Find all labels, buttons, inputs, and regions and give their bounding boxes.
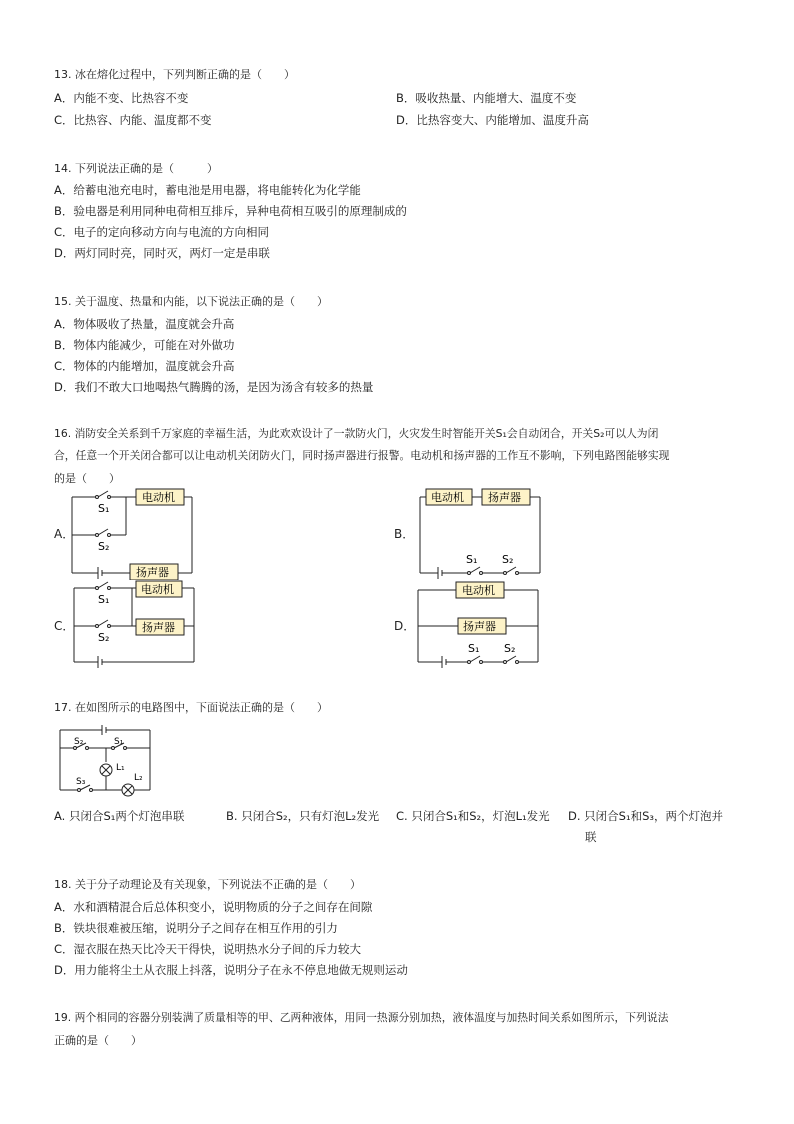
q16-b-s1-label: S₁ bbox=[466, 553, 478, 566]
q14-option-b[interactable]: B．验电器是利用同种电荷相互排斥，异种电荷相互吸引的原理制成的 bbox=[54, 204, 407, 218]
q16-c-motor-label: 电动机 bbox=[141, 583, 174, 596]
q16-d-s1-label: S₁ bbox=[468, 642, 480, 655]
q16-a-motor-label: 电动机 bbox=[142, 491, 175, 504]
q18-option-a[interactable]: A．水和酒精混合后总体积变小，说明物质的分子之间存在间隙 bbox=[54, 900, 373, 914]
q16-option-c-label[interactable]: C． bbox=[54, 619, 75, 633]
q18-option-b[interactable]: B．铁块很难被压缩，说明分子之间存在相互作用的引力 bbox=[54, 921, 338, 935]
q13-option-b[interactable]: B．吸收热量、内能增大、温度不变 bbox=[396, 91, 577, 105]
q15-stem: 15. 关于温度、热量和内能，以下说法正确的是（ ） bbox=[54, 295, 328, 308]
q17-option-d-continued: 联 bbox=[585, 830, 597, 844]
q13-stem: 13. 冰在熔化过程中，下列判断正确的是（ ） bbox=[54, 68, 295, 81]
q14-option-c[interactable]: C．电子的定向移动方向与电流的方向相同 bbox=[54, 225, 270, 239]
q16-d-speaker-label: 扬声器 bbox=[463, 620, 496, 633]
q16-circuit-a[interactable] bbox=[66, 485, 198, 580]
q17-option-d[interactable]: D. 只闭合S₁和S₃，两个灯泡并 bbox=[568, 809, 723, 823]
q16-option-d-label[interactable]: D． bbox=[394, 619, 416, 633]
question-18 bbox=[54, 876, 744, 986]
q18-option-d[interactable]: D．用力能将尘土从衣服上抖落，说明分子在永不停息地做无规则运动 bbox=[54, 963, 408, 977]
q16-d-s2-label: S₂ bbox=[504, 642, 516, 655]
q16-c-s2-label: S₂ bbox=[98, 631, 110, 644]
q19-stem-line-2: 正确的是（ ） bbox=[54, 1034, 142, 1047]
q16-b-speaker-label: 扬声器 bbox=[488, 491, 521, 504]
q16-a-s2-label: S₂ bbox=[98, 540, 110, 553]
q17-circuit-s2-label: S₂ bbox=[74, 737, 84, 747]
q16-c-s1-label: S₁ bbox=[98, 593, 110, 606]
q13-option-a[interactable]: A．内能不变、比热容不变 bbox=[54, 91, 189, 105]
question-15 bbox=[54, 293, 744, 393]
q15-option-a[interactable]: A．物体吸收了热量，温度就会升高 bbox=[54, 317, 235, 331]
q15-option-b[interactable]: B．物体内能减少，可能在对外做功 bbox=[54, 338, 235, 352]
q16-b-motor-label: 电动机 bbox=[431, 491, 464, 504]
q17-circuit-s1-label: S₁ bbox=[114, 737, 124, 747]
q17-circuit bbox=[58, 724, 158, 800]
q17-option-c[interactable]: C. 只闭合S₁和S₂，灯泡L₁发光 bbox=[396, 809, 550, 823]
q13-option-c[interactable]: C．比热容、内能、温度都不变 bbox=[54, 113, 212, 127]
q19-stem-line-1: 19. 两个相同的容器分别装满了质量相等的甲、乙两种液体，用同一热源分别加热，液体温度与加热时间关系如图所示，下列说法 bbox=[54, 1011, 669, 1024]
q16-stem-line-3: 的是（ ） bbox=[54, 472, 120, 485]
q16-stem-line-1: 16. 消防安全关系到千万家庭的幸福生活，为此欢欢设计了一款防火门，火灾发生时智能开关S₁会自动闭合，开关S₂可以人为闭 bbox=[54, 427, 659, 440]
q16-option-b-label[interactable]: B． bbox=[394, 527, 415, 541]
q16-option-a-label[interactable]: A． bbox=[54, 527, 75, 541]
q17-option-b[interactable]: B. 只闭合S₂，只有灯泡L₂发光 bbox=[226, 809, 380, 823]
question-13 bbox=[54, 66, 744, 136]
q17-option-a[interactable]: A. 只闭合S₁两个灯泡串联 bbox=[54, 809, 185, 823]
question-14 bbox=[54, 160, 744, 260]
q16-a-speaker-label: 扬声器 bbox=[136, 566, 169, 579]
q15-option-d[interactable]: D．我们不敢大口地喝热气腾腾的汤，是因为汤含有较多的热量 bbox=[54, 380, 374, 394]
q16-stem-line-2: 合，任意一个开关闭合都可以让电动机关闭防火门，同时扬声器进行报警。电动机和扬声器的工作互不影响，下列电路图能够实现 bbox=[54, 449, 670, 462]
q17-circuit-l2-label: L₂ bbox=[134, 773, 143, 783]
q15-option-c[interactable]: C．物体的内能增加，温度就会升高 bbox=[54, 359, 235, 373]
q17-circuit-l1-label: L₁ bbox=[116, 763, 125, 773]
q18-option-c[interactable]: C．湿衣服在热天比冷天干得快，说明热水分子间的斥力较大 bbox=[54, 942, 362, 956]
q16-circuit-d[interactable] bbox=[414, 578, 544, 670]
q18-stem: 18. 关于分子动理论及有关现象，下列说法不正确的是（ ） bbox=[54, 878, 361, 891]
q16-c-speaker-label: 扬声器 bbox=[142, 621, 175, 634]
q16-circuit-b[interactable] bbox=[416, 485, 546, 580]
q16-d-motor-label: 电动机 bbox=[462, 584, 495, 597]
q16-circuit-c[interactable] bbox=[70, 578, 200, 670]
q16-b-s2-label: S₂ bbox=[502, 553, 514, 566]
q17-stem: 17. 在如图所示的电路图中，下面说法正确的是（ ） bbox=[54, 701, 328, 714]
q14-option-d[interactable]: D．两灯同时亮，同时灭，两灯一定是串联 bbox=[54, 246, 270, 260]
q17-circuit-s3-label: S₃ bbox=[76, 777, 86, 787]
q16-a-s1-label: S₁ bbox=[98, 502, 110, 515]
q14-stem: 14. 下列说法正确的是（ ） bbox=[54, 162, 218, 175]
q14-option-a[interactable]: A．给蓄电池充电时，蓄电池是用电器，将电能转化为化学能 bbox=[54, 183, 361, 197]
q13-option-d[interactable]: D．比热容变大、内能增加、温度升高 bbox=[396, 113, 589, 127]
